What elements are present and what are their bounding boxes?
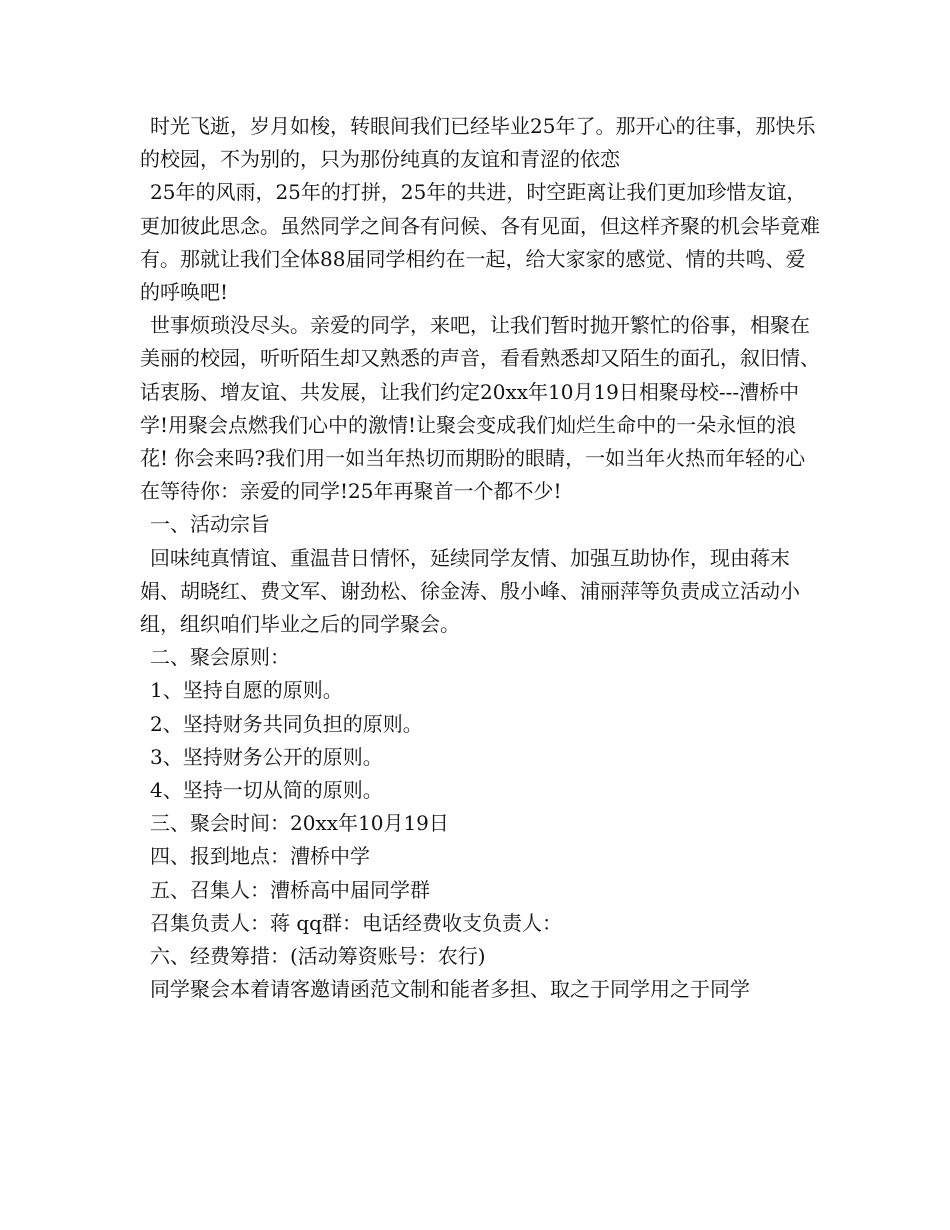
convener-contacts: 召集负责人：蒋 qq群：电话经费收支负责人： [150, 910, 562, 935]
principle-item: 4、坚持一切从简的原则。 [150, 778, 383, 803]
section-heading-time: 三、聚会时间：20xx年10月19日 [150, 811, 449, 836]
paragraph-purpose: 回味纯真情谊、重温昔日情怀，延续同学友情、加强互助协作，现由蒋末娟、胡晓红、费文军、谢劲松、徐金涛、殷小峰、浦丽萍等负责成立活动小组，组织咱们毕业之后的同学聚会。 [140, 545, 800, 637]
principle-item: 3、坚持财务公开的原则。 [150, 744, 383, 769]
principle-item: 2、坚持财务共同负担的原则。 [150, 711, 423, 736]
section-heading-location: 四、报到地点：漕桥中学 [150, 844, 370, 869]
paragraph-intro: 时光飞逝，岁月如梭，转眼间我们已经毕业25年了。那开心的往事，那快乐的校园，不为别的，只为那份纯真的友谊和青涩的依恋 [140, 114, 816, 172]
paragraph-funding: 同学聚会本着请客邀请函范文制和能者多担、取之于同学用之于同学 [150, 977, 750, 1002]
paragraph-25-years: 25年的风雨，25年的打拼，25年的共进，时空距离让我们更加珍惜友谊，更加彼此思念。虽然同学之间各有问候、各有见面，但这样齐聚的机会毕竟难有。那就让我们全体88届同学相约在一起，给大家家的感觉、情的共鸣、爱的呼唤吧! [140, 180, 820, 305]
section-heading-convener: 五、召集人：漕桥高中届同学群 [150, 877, 430, 902]
section-heading-funding: 六、经费筹措：(活动筹资账号：农行) [150, 944, 486, 969]
section-heading-purpose: 一、活动宗旨 [150, 512, 270, 537]
principle-item: 1、坚持自愿的原则。 [150, 678, 343, 703]
document-body [140, 110, 820, 1006]
paragraph-invitation: 世事烦琐没尽头。亲爱的同学，来吧，让我们暂时抛开繁忙的俗事，相聚在美丽的校园，听听陌生却又熟悉的声音，看看熟悉却又陌生的面孔，叙旧情、话衷肠、增友谊、共发展，让我们约定20xx年10月19日相聚母校---漕桥中学!用聚会点燃我们心中的激情!让聚会变成我们灿烂生命中的一朵永恒的浪花! 你会来吗?我们用一如当年热切而期盼的眼睛，一如当年火热而年轻的心在等待你：亲爱的同学!25年再聚首一个都不少! [140, 313, 820, 504]
section-heading-principles: 二、聚会原则： [150, 645, 290, 670]
